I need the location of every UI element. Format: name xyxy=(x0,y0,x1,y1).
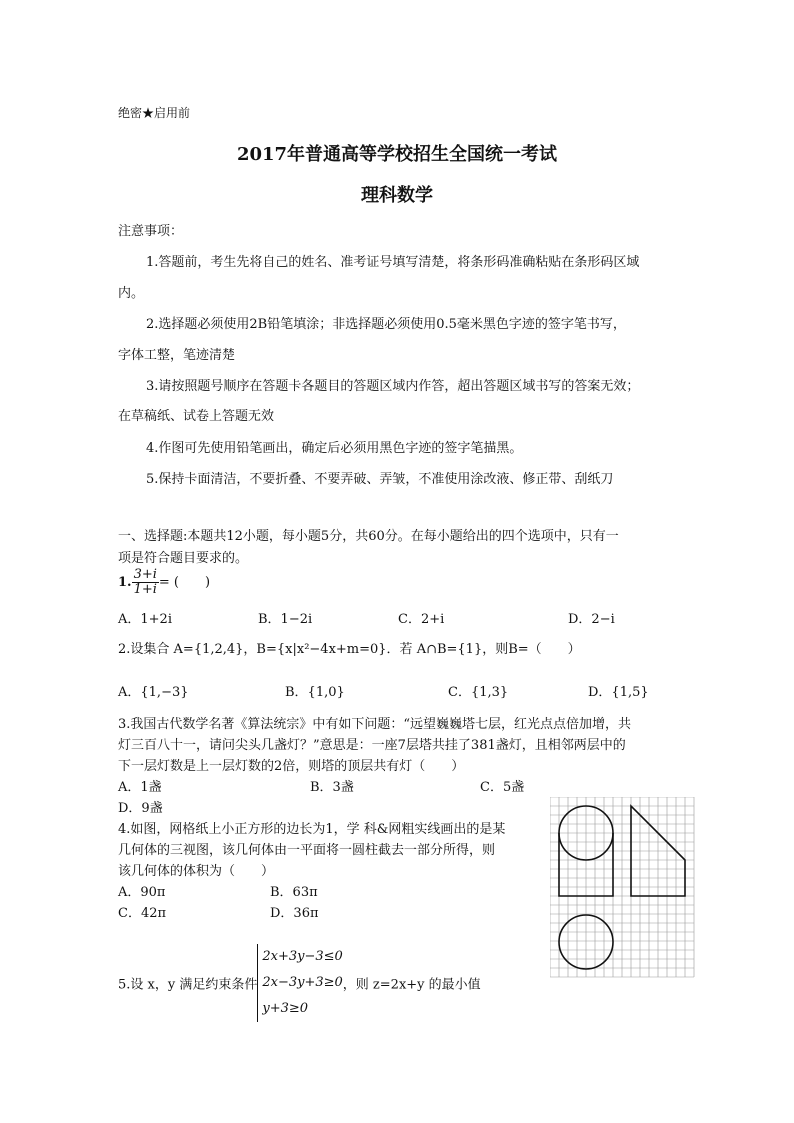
note-4: 4.作图可先使用铅笔画出，确定后必须用黑色字迹的签字笔描黑。 xyxy=(146,441,523,456)
q2-option-c: C．{1,3} xyxy=(448,685,509,700)
question-5-stem xyxy=(118,944,481,1022)
question-2-stem: 2.设集合 A={1,2,4}，B={x|x²−4x+m=0}．若 A∩B={1}，则B=（ ） xyxy=(118,642,581,657)
q3-line1: 3.我国古代数学名著《算法统宗》中有如下问题：“远望巍巍塔七层，红光点点倍加增，共 xyxy=(118,717,632,732)
exam-subtitle: 理科数学 xyxy=(361,185,433,206)
three-view-figure xyxy=(550,797,696,979)
note-5: 5.保持卡面清洁，不要折叠、不要弄破、弄皱，不准使用涂改液、修正带、刮纸刀 xyxy=(146,472,614,487)
section1-line2: 项是符合题目要求的。 xyxy=(118,551,249,566)
q3-option-c: C．5盏 xyxy=(480,780,525,795)
q1-tail: = ( ) xyxy=(158,575,211,590)
q3-option-b: B．3盏 xyxy=(310,780,354,795)
q4-line2: 几何体的三视图，该几何体由一平面将一圆柱截去一部分所得，则 xyxy=(118,843,496,858)
question-1-stem xyxy=(118,568,210,597)
confidential-label: 绝密★启用前 xyxy=(118,106,191,120)
q2-option-d: D．{1,5} xyxy=(588,685,649,700)
q5-pre: 5.设 x，y 满足约束条件 xyxy=(118,977,258,993)
q3-option-a: A．1盏 xyxy=(118,780,162,795)
q5-constraint-1: 2x+3y−3≤0 xyxy=(262,949,343,964)
section1-line1: 一、选择题:本题共12小题，每小题5分，共60分。在每小题给出的四个选项中，只有一 xyxy=(118,529,619,544)
note-1b: 内。 xyxy=(118,286,145,301)
notes-heading: 注意事项： xyxy=(118,224,184,239)
q5-constraint-3: y+3≥0 xyxy=(262,1001,309,1016)
q1-option-c: C．2+i xyxy=(398,612,445,627)
note-1a: 1.答题前，考生先将自己的姓名、准考证号填写清楚，将条形码准确粘贴在条形码区域 xyxy=(146,255,640,270)
q1-option-b: B．1−2i xyxy=(258,612,313,627)
figure-grid xyxy=(550,797,694,977)
note-2a: 2.选择题必须使用2B铅笔填涂；非选择题必须使用0.5毫米黑色字迹的签字笔书写， xyxy=(146,317,626,332)
q4-line1: 4.如图，网格纸上小正方形的边长为1，学 科&网粗实线画出的是某 xyxy=(118,822,506,837)
q1-option-d: D．2−i xyxy=(568,612,615,627)
q3-line3: 下一层灯数是上一层灯数的2倍，则塔的顶层共有灯（ ） xyxy=(118,759,465,774)
note-3a: 3.请按照题号顺序在答题卡各题目的答题区域内作答，超出答题区域书写的答案无效； xyxy=(146,379,640,394)
note-3b: 在草稿纸、试卷上答题无效 xyxy=(118,409,275,424)
q5-constraints xyxy=(257,944,342,1022)
q1-denominator: 1+i xyxy=(133,582,157,597)
q2-option-b: B．{1,0} xyxy=(285,685,345,700)
q1-numerator: 3+i xyxy=(133,567,157,582)
note-2b: 字体工整，笔迹清楚 xyxy=(118,348,236,363)
q1-option-a: A．1+2i xyxy=(118,612,172,627)
exam-title: 2017年普通高等学校招生全国统一考试 xyxy=(236,144,558,165)
q3-option-d: D．9盏 xyxy=(118,801,163,816)
q4-option-d: D．36π xyxy=(270,906,319,921)
q2-option-a: A．{1,−3} xyxy=(118,685,189,700)
q4-option-c: C．42π xyxy=(118,906,167,921)
q5-constraint-2: 2x−3y+3≥0 xyxy=(262,975,343,990)
q1-fraction xyxy=(132,568,159,597)
q4-option-a: A．90π xyxy=(118,885,166,900)
q5-post: ，则 z=2x+y 的最小值 xyxy=(342,977,481,993)
q4-line3: 该几何体的体积为（ ） xyxy=(118,864,275,879)
q4-option-b: B．63π xyxy=(270,885,318,900)
q3-line2: 灯三百八十一，请问尖头几盏灯？”意思是：一座7层塔共挂了381盏灯，且相邻两层中的 xyxy=(118,738,626,753)
q1-number: 1. xyxy=(118,575,132,590)
